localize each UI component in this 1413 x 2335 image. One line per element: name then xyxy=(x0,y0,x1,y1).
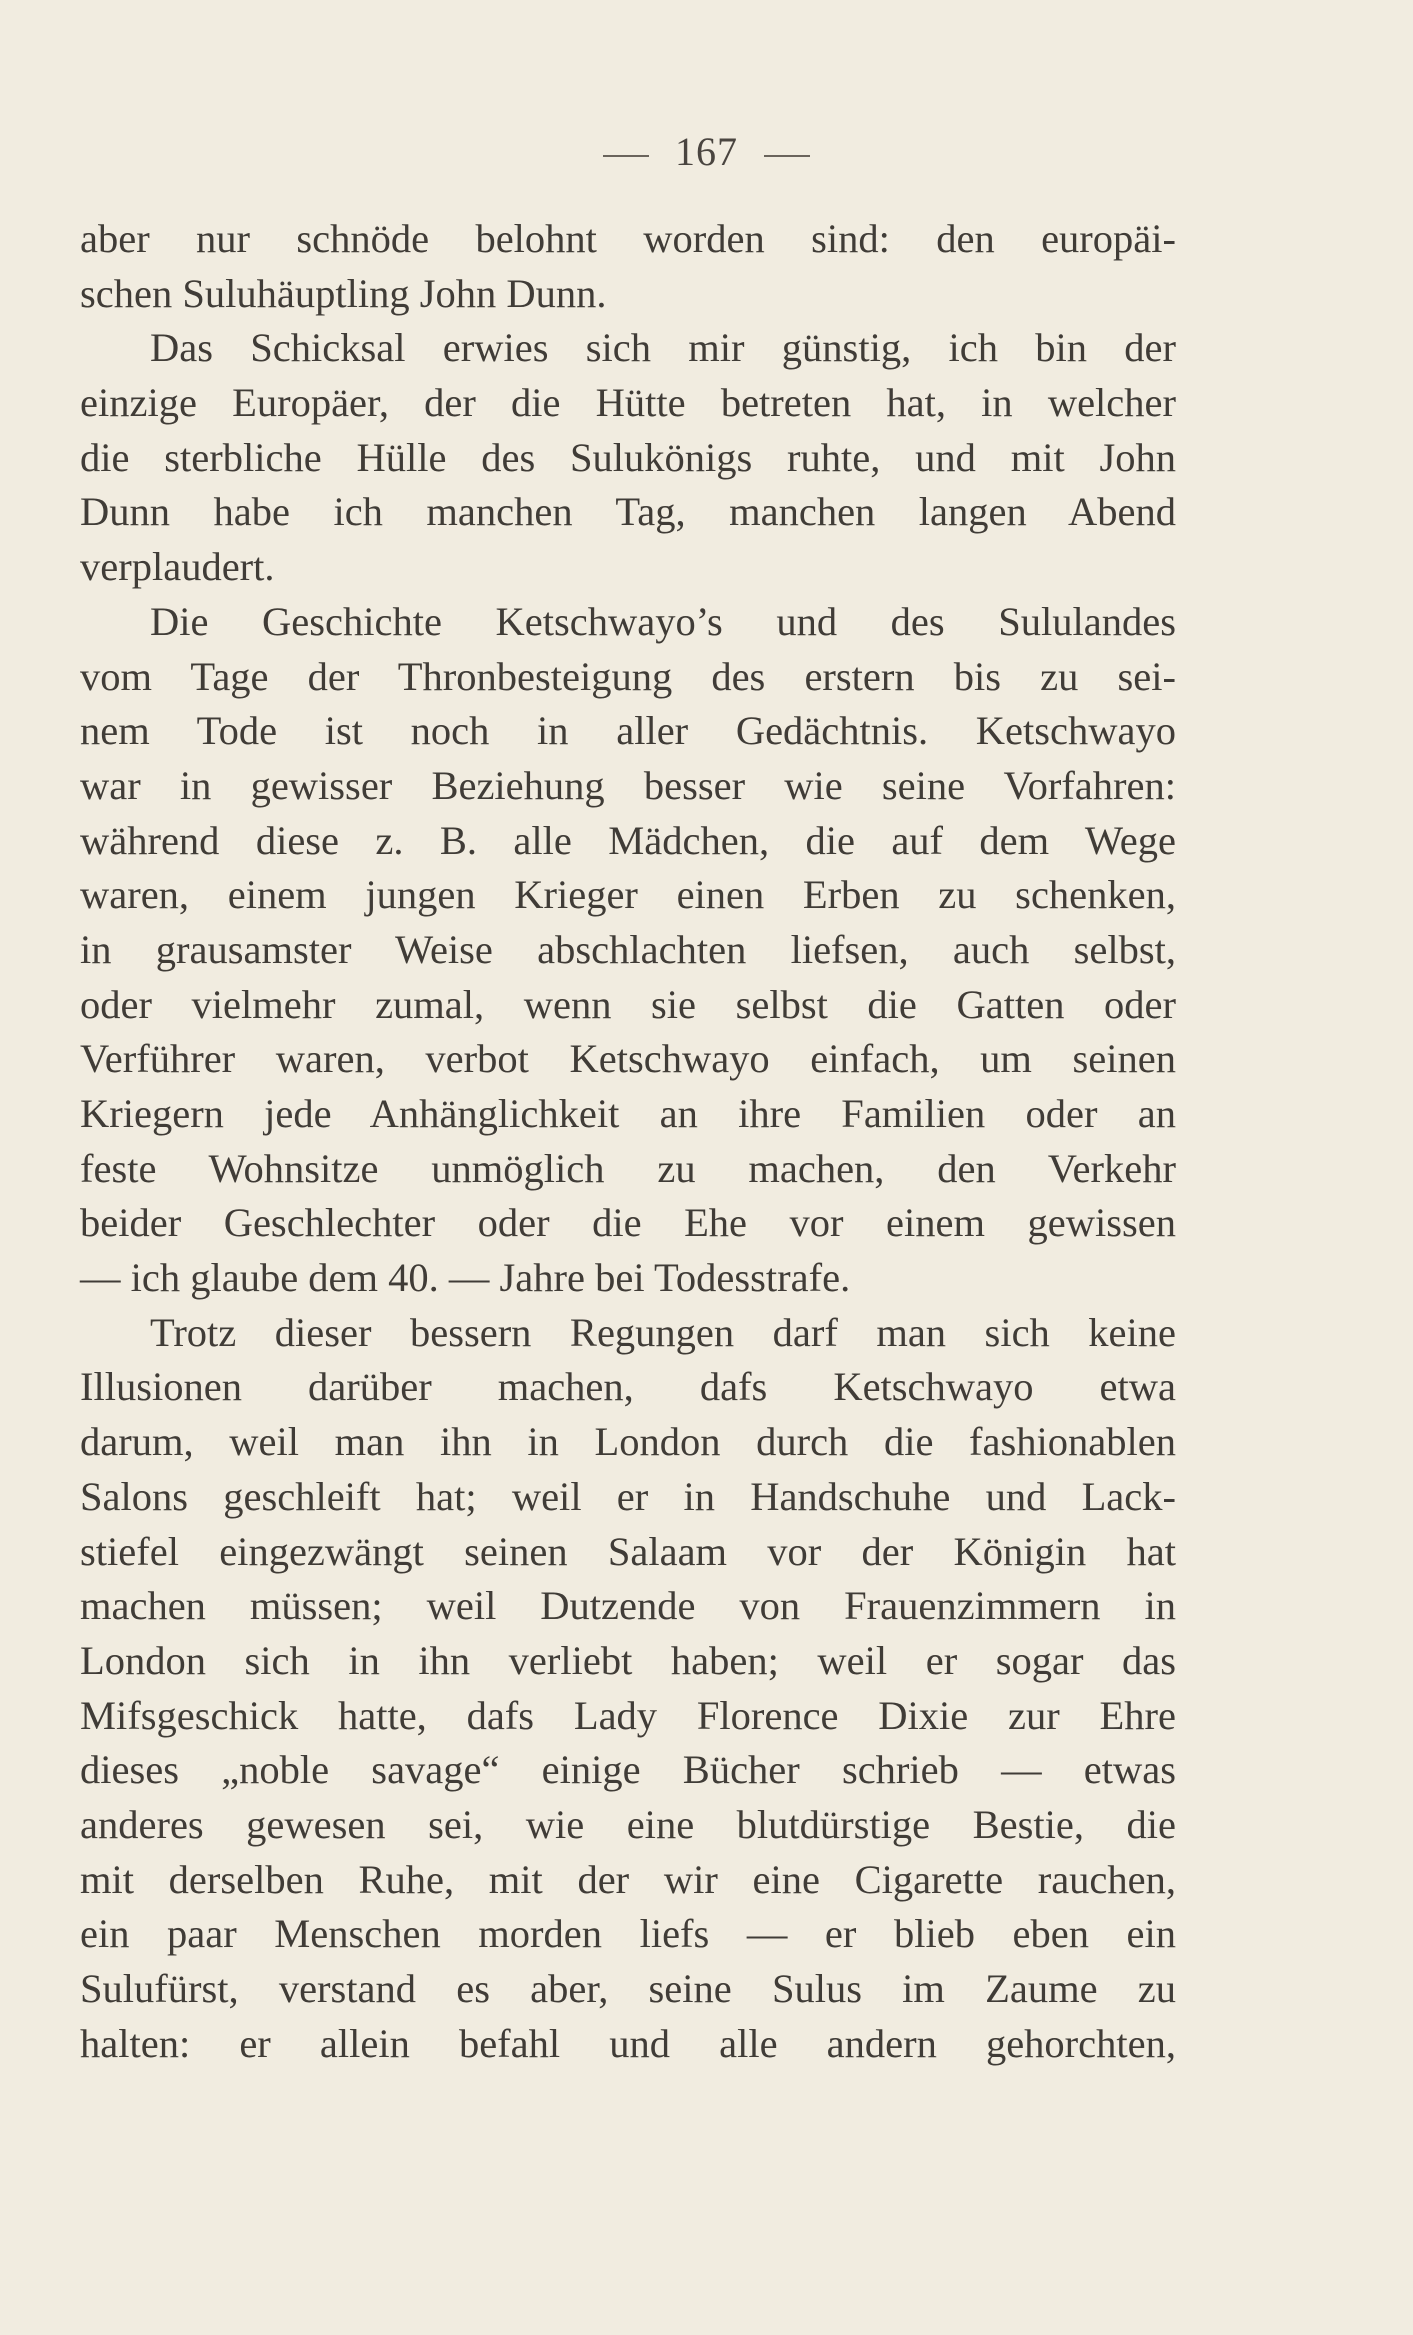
text-line: halten: er allein befahl und alle andern gehorchten, xyxy=(80,2020,1176,2066)
text-line: feste Wohnsitze unmöglich zu machen, den Verkehr xyxy=(80,1145,1176,1191)
body-text xyxy=(80,212,1176,2071)
header-dash-right xyxy=(764,155,810,157)
text-line: nem Tode ist noch in aller Gedächtnis. Ketschwayo xyxy=(80,708,1176,754)
text-line: die sterbliche Hülle des Sulukönigs ruhte, und mit John xyxy=(80,434,1176,480)
text-line: vom Tage der Thronbesteigung des erstern bis zu sei- xyxy=(80,653,1176,699)
text-line: Die Geschichte Ketschwayo’s und des Sululandes xyxy=(150,598,1176,644)
text-line: Trotz dieser bessern Regungen darf man sich keine xyxy=(150,1309,1176,1355)
text-line: war in gewisser Beziehung besser wie seine Vorfahren: xyxy=(80,762,1176,808)
text-line: Kriegern jede Anhänglichkeit an ihre Familien oder an xyxy=(80,1091,1176,1136)
text-line: stiefel eingezwängt seinen Salaam vor der Königin hat xyxy=(80,1528,1176,1574)
text-line: — ich glaube dem 40. — Jahre bei Todesstrafe. xyxy=(80,1255,851,1301)
text-line: Verführer waren, verbot Ketschwayo einfach, um seinen xyxy=(80,1036,1176,1082)
text-line: darum, weil man ihn in London durch die fashionablen xyxy=(80,1419,1176,1465)
text-line: Illusionen darüber machen, dafs Ketschwayo etwa xyxy=(80,1364,1176,1410)
text-line: ein paar Menschen morden liefs — er blieb eben ein xyxy=(80,1911,1176,1957)
page-header xyxy=(0,124,1413,180)
text-line: Salons geschleift hat; weil er in Handschuhe und Lack- xyxy=(80,1473,1176,1519)
page-number: 167 xyxy=(675,129,738,174)
text-line: beider Geschlechter oder die Ehe vor einem gewissen xyxy=(80,1200,1176,1246)
header-dash-left xyxy=(603,155,649,157)
text-line: aber nur schnöde belohnt worden sind: den europäi- xyxy=(80,216,1176,261)
text-line: London sich in ihn verliebt haben; weil er sogar das xyxy=(80,1637,1176,1683)
text-line: während diese z. B. alle Mädchen, die auf dem Wege xyxy=(80,817,1176,863)
text-line: anderes gewesen sei, wie eine blutdürstige Bestie, die xyxy=(80,1801,1176,1847)
text-line: oder vielmehr zumal, wenn sie selbst die Gatten oder xyxy=(80,981,1176,1027)
text-line: Sulufürst, verstand es aber, seine Sulus im Zaume zu xyxy=(80,1966,1176,2011)
text-line: verplaudert. xyxy=(80,544,275,590)
text-line: in grausamster Weise abschlachten liefsen, auch selbst, xyxy=(80,926,1176,972)
text-line: Das Schicksal erwies sich mir günstig, ich bin der xyxy=(150,325,1176,371)
text-line: einzige Europäer, der die Hütte betreten hat, in welcher xyxy=(80,380,1176,426)
text-line: Mifsgeschick hatte, dafs Lady Florence Dixie zur Ehre xyxy=(80,1692,1176,1738)
text-line: mit derselben Ruhe, mit der wir eine Cigarette rauchen, xyxy=(80,1856,1176,1902)
text-line: machen müssen; weil Dutzende von Frauenzimmern in xyxy=(80,1583,1176,1629)
text-line: schen Suluhäuptling John Dunn. xyxy=(80,270,607,316)
text-line: dieses „noble savage“ einige Bücher schrieb — etwas xyxy=(80,1747,1176,1793)
text-line: waren, einem jungen Krieger einen Erben zu schenken, xyxy=(80,872,1176,918)
text-line: Dunn habe ich manchen Tag, manchen langen Abend xyxy=(80,489,1176,535)
